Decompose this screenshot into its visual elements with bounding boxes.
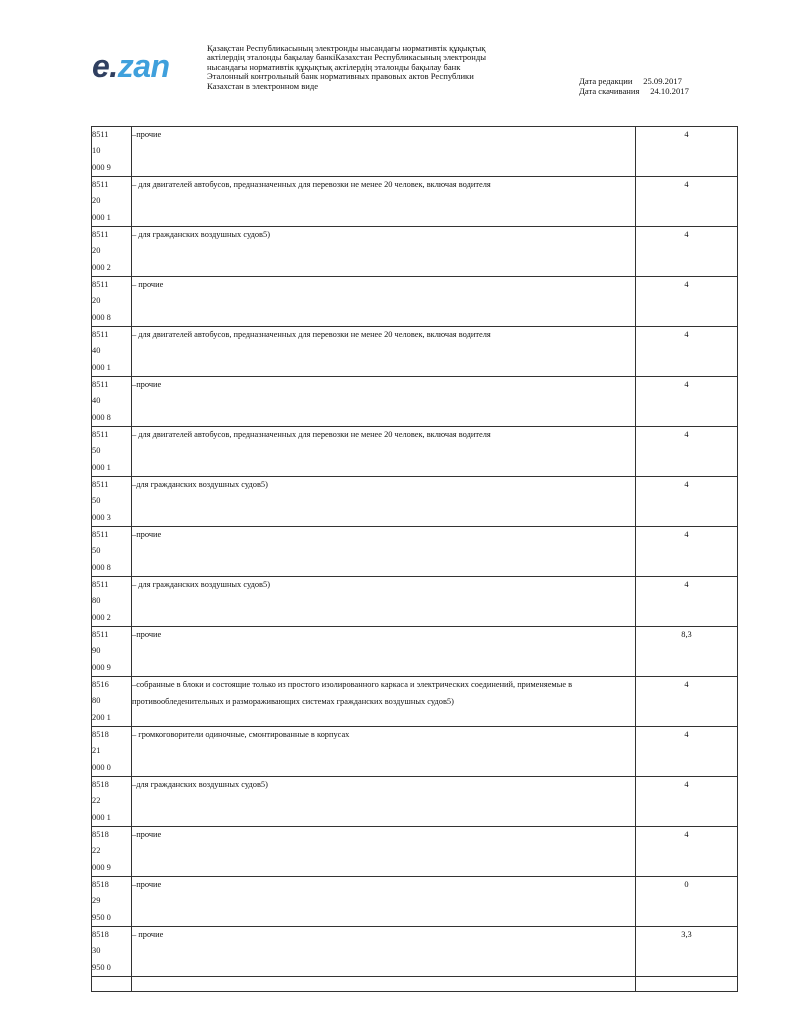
- table-row: [92, 677, 738, 727]
- header-description: [207, 44, 557, 91]
- description-cell: –собранные в блоки и состоящие только из простого изолированного каркаса и электрических соединений, применяемые в противообледенительных и размораживающих системах гражданских воздушных судов5): [132, 677, 636, 727]
- code-part: 8511: [92, 130, 109, 139]
- description-cell: – для гражданских воздушных судов5): [132, 577, 636, 627]
- description-cell: –прочие: [132, 627, 636, 677]
- code-part: 90: [92, 646, 101, 656]
- description-cell: – прочие: [132, 277, 636, 327]
- table-row: [92, 277, 738, 327]
- rate-cell: 3,3: [636, 927, 738, 977]
- table-row: [92, 377, 738, 427]
- commodity-code-cell: [92, 177, 132, 227]
- description-cell: –прочие: [132, 127, 636, 177]
- code-part: 000 8: [92, 412, 111, 422]
- code-part: 50: [92, 546, 101, 556]
- commodity-code-cell: [92, 777, 132, 827]
- logo-zan: zan: [117, 48, 170, 84]
- description-cell: –прочие: [132, 827, 636, 877]
- code-part: 8518: [92, 780, 109, 789]
- rate-cell: 4: [636, 777, 738, 827]
- edition-date-row: [579, 76, 689, 86]
- code-part: 10: [92, 146, 101, 156]
- download-date: 24.10.2017: [650, 86, 689, 96]
- code-part: 20: [92, 296, 101, 306]
- code-part: 000 9: [92, 662, 111, 672]
- table-row: [92, 777, 738, 827]
- commodity-code-cell: [92, 877, 132, 927]
- code-part: 000 1: [92, 462, 111, 472]
- code-part: 29: [92, 896, 101, 906]
- description-cell: – прочие: [132, 927, 636, 977]
- rate-cell: 4: [636, 277, 738, 327]
- code-part: 000 8: [92, 312, 111, 322]
- code-part: 000 1: [92, 812, 111, 822]
- code-part: 000 2: [92, 612, 111, 622]
- rate-cell: 4: [636, 377, 738, 427]
- code-part: 50: [92, 446, 101, 456]
- description-cell: –прочие: [132, 877, 636, 927]
- commodity-code-cell: [92, 127, 132, 177]
- code-part: 20: [92, 196, 101, 206]
- rate-cell: 4: [636, 577, 738, 627]
- commodity-code-cell: [92, 227, 132, 277]
- ezan-logo[interactable]: [92, 44, 170, 88]
- table-row: [92, 477, 738, 527]
- code-part: 200 1: [92, 712, 111, 722]
- rate-cell: 8,3: [636, 627, 738, 677]
- rate-cell: 4: [636, 827, 738, 877]
- commodity-code-cell: [92, 677, 132, 727]
- header-line-3: нысандағы нормативтік құқықтық актілердің эталонды бақылау банк: [207, 62, 461, 72]
- code-part: 21: [92, 746, 101, 756]
- code-part: 8516: [92, 680, 109, 689]
- code-part: 950 0: [92, 962, 111, 972]
- rate-cell: 0: [636, 877, 738, 927]
- code-part: 8518: [92, 730, 109, 739]
- commodity-code-cell: [92, 577, 132, 627]
- code-part: 8518: [92, 930, 109, 939]
- empty-row: [92, 977, 738, 992]
- rate-cell: 4: [636, 727, 738, 777]
- code-part: 000 2: [92, 262, 111, 272]
- description-cell: –для гражданских воздушных судов5): [132, 777, 636, 827]
- code-part: 8518: [92, 830, 109, 839]
- commodity-code-cell: [92, 727, 132, 777]
- description-cell: –для гражданских воздушных судов5): [132, 477, 636, 527]
- table-row: [92, 327, 738, 377]
- code-part: 8511: [92, 430, 109, 439]
- table-row: [92, 427, 738, 477]
- description-cell: – громкоговорители одиночные, смонтированные в корпусах: [132, 727, 636, 777]
- code-part: 8518: [92, 880, 109, 889]
- table-row: [92, 927, 738, 977]
- code-part: 8511: [92, 230, 109, 239]
- table-row: [92, 177, 738, 227]
- rate-cell: 4: [636, 677, 738, 727]
- code-part: 8511: [92, 630, 109, 639]
- commodity-code-cell: [92, 927, 132, 977]
- commodity-code-cell: [92, 277, 132, 327]
- table-row: [92, 127, 738, 177]
- header-dates: [579, 76, 689, 96]
- description-cell: –прочие: [132, 527, 636, 577]
- logo-e: e: [92, 48, 110, 84]
- table-row: [92, 527, 738, 577]
- empty-cell: [132, 977, 636, 992]
- rate-cell: 4: [636, 177, 738, 227]
- rate-cell: 4: [636, 427, 738, 477]
- commodity-code-cell: [92, 827, 132, 877]
- code-part: 8511: [92, 480, 109, 489]
- code-part: 40: [92, 346, 101, 356]
- rate-cell: 4: [636, 327, 738, 377]
- table-row: [92, 877, 738, 927]
- header-line-1: Қазақстан Республикасының электронды нысандағы нормативтік құқықтық: [207, 44, 486, 53]
- commodity-code-cell: [92, 377, 132, 427]
- description-cell: – для двигателей автобусов, предназначенных для перевозки не менее 20 человек, включая водителя: [132, 177, 636, 227]
- tariff-table: [91, 126, 738, 992]
- header-line-4: Эталонный контрольный банк нормативных правовых актов Республики: [207, 72, 474, 82]
- code-part: 8511: [92, 280, 109, 289]
- commodity-code-cell: [92, 427, 132, 477]
- commodity-code-cell: [92, 477, 132, 527]
- table-row: [92, 727, 738, 777]
- code-part: 8511: [92, 580, 109, 589]
- rate-cell: 4: [636, 227, 738, 277]
- commodity-code-cell: [92, 327, 132, 377]
- edition-label: Дата редакции: [579, 76, 633, 86]
- table-row: [92, 627, 738, 677]
- download-label: Дата скачивания: [579, 86, 640, 96]
- code-part: 000 9: [92, 862, 111, 872]
- code-part: 80: [92, 596, 101, 606]
- rate-cell: 4: [636, 127, 738, 177]
- code-part: 950 0: [92, 912, 111, 922]
- code-part: 22: [92, 796, 101, 806]
- header-line-5: Казахстан в электронном виде: [207, 81, 319, 91]
- rate-cell: 4: [636, 527, 738, 577]
- code-part: 22: [92, 846, 101, 856]
- description-cell: – для двигателей автобусов, предназначенных для перевозки не менее 20 человек, включая водителя: [132, 427, 636, 477]
- code-part: 8511: [92, 380, 109, 389]
- commodity-code-cell: [92, 627, 132, 677]
- code-part: 40: [92, 396, 101, 406]
- download-date-row: [579, 86, 689, 96]
- code-part: 8511: [92, 330, 109, 339]
- code-part: 000 1: [92, 362, 111, 372]
- code-part: 50: [92, 496, 101, 506]
- description-cell: – для двигателей автобусов, предназначенных для перевозки не менее 20 человек, включая водителя: [132, 327, 636, 377]
- edition-date: 25.09.2017: [643, 76, 682, 86]
- empty-cell: [636, 977, 738, 992]
- rate-cell: 4: [636, 477, 738, 527]
- code-part: 000 0: [92, 762, 111, 772]
- code-part: 8511: [92, 530, 109, 539]
- header-line-2: актілердің эталонды бақылау банкіКазахстан Республикасының электронды: [207, 53, 487, 63]
- code-part: 80: [92, 696, 101, 706]
- description-cell: – для гражданских воздушных судов5): [132, 227, 636, 277]
- description-cell: –прочие: [132, 377, 636, 427]
- code-part: 000 8: [92, 562, 111, 572]
- code-part: 000 1: [92, 212, 111, 222]
- table-row: [92, 577, 738, 627]
- empty-cell: [92, 977, 132, 992]
- code-part: 20: [92, 246, 101, 256]
- table-row: [92, 227, 738, 277]
- code-part: 8511: [92, 180, 109, 189]
- tariff-table-body: [92, 127, 738, 992]
- code-part: 30: [92, 946, 101, 956]
- code-part: 000 3: [92, 512, 111, 522]
- logo-dot: .: [109, 48, 118, 84]
- code-part: 000 9: [92, 162, 111, 172]
- commodity-code-cell: [92, 527, 132, 577]
- table-row: [92, 827, 738, 877]
